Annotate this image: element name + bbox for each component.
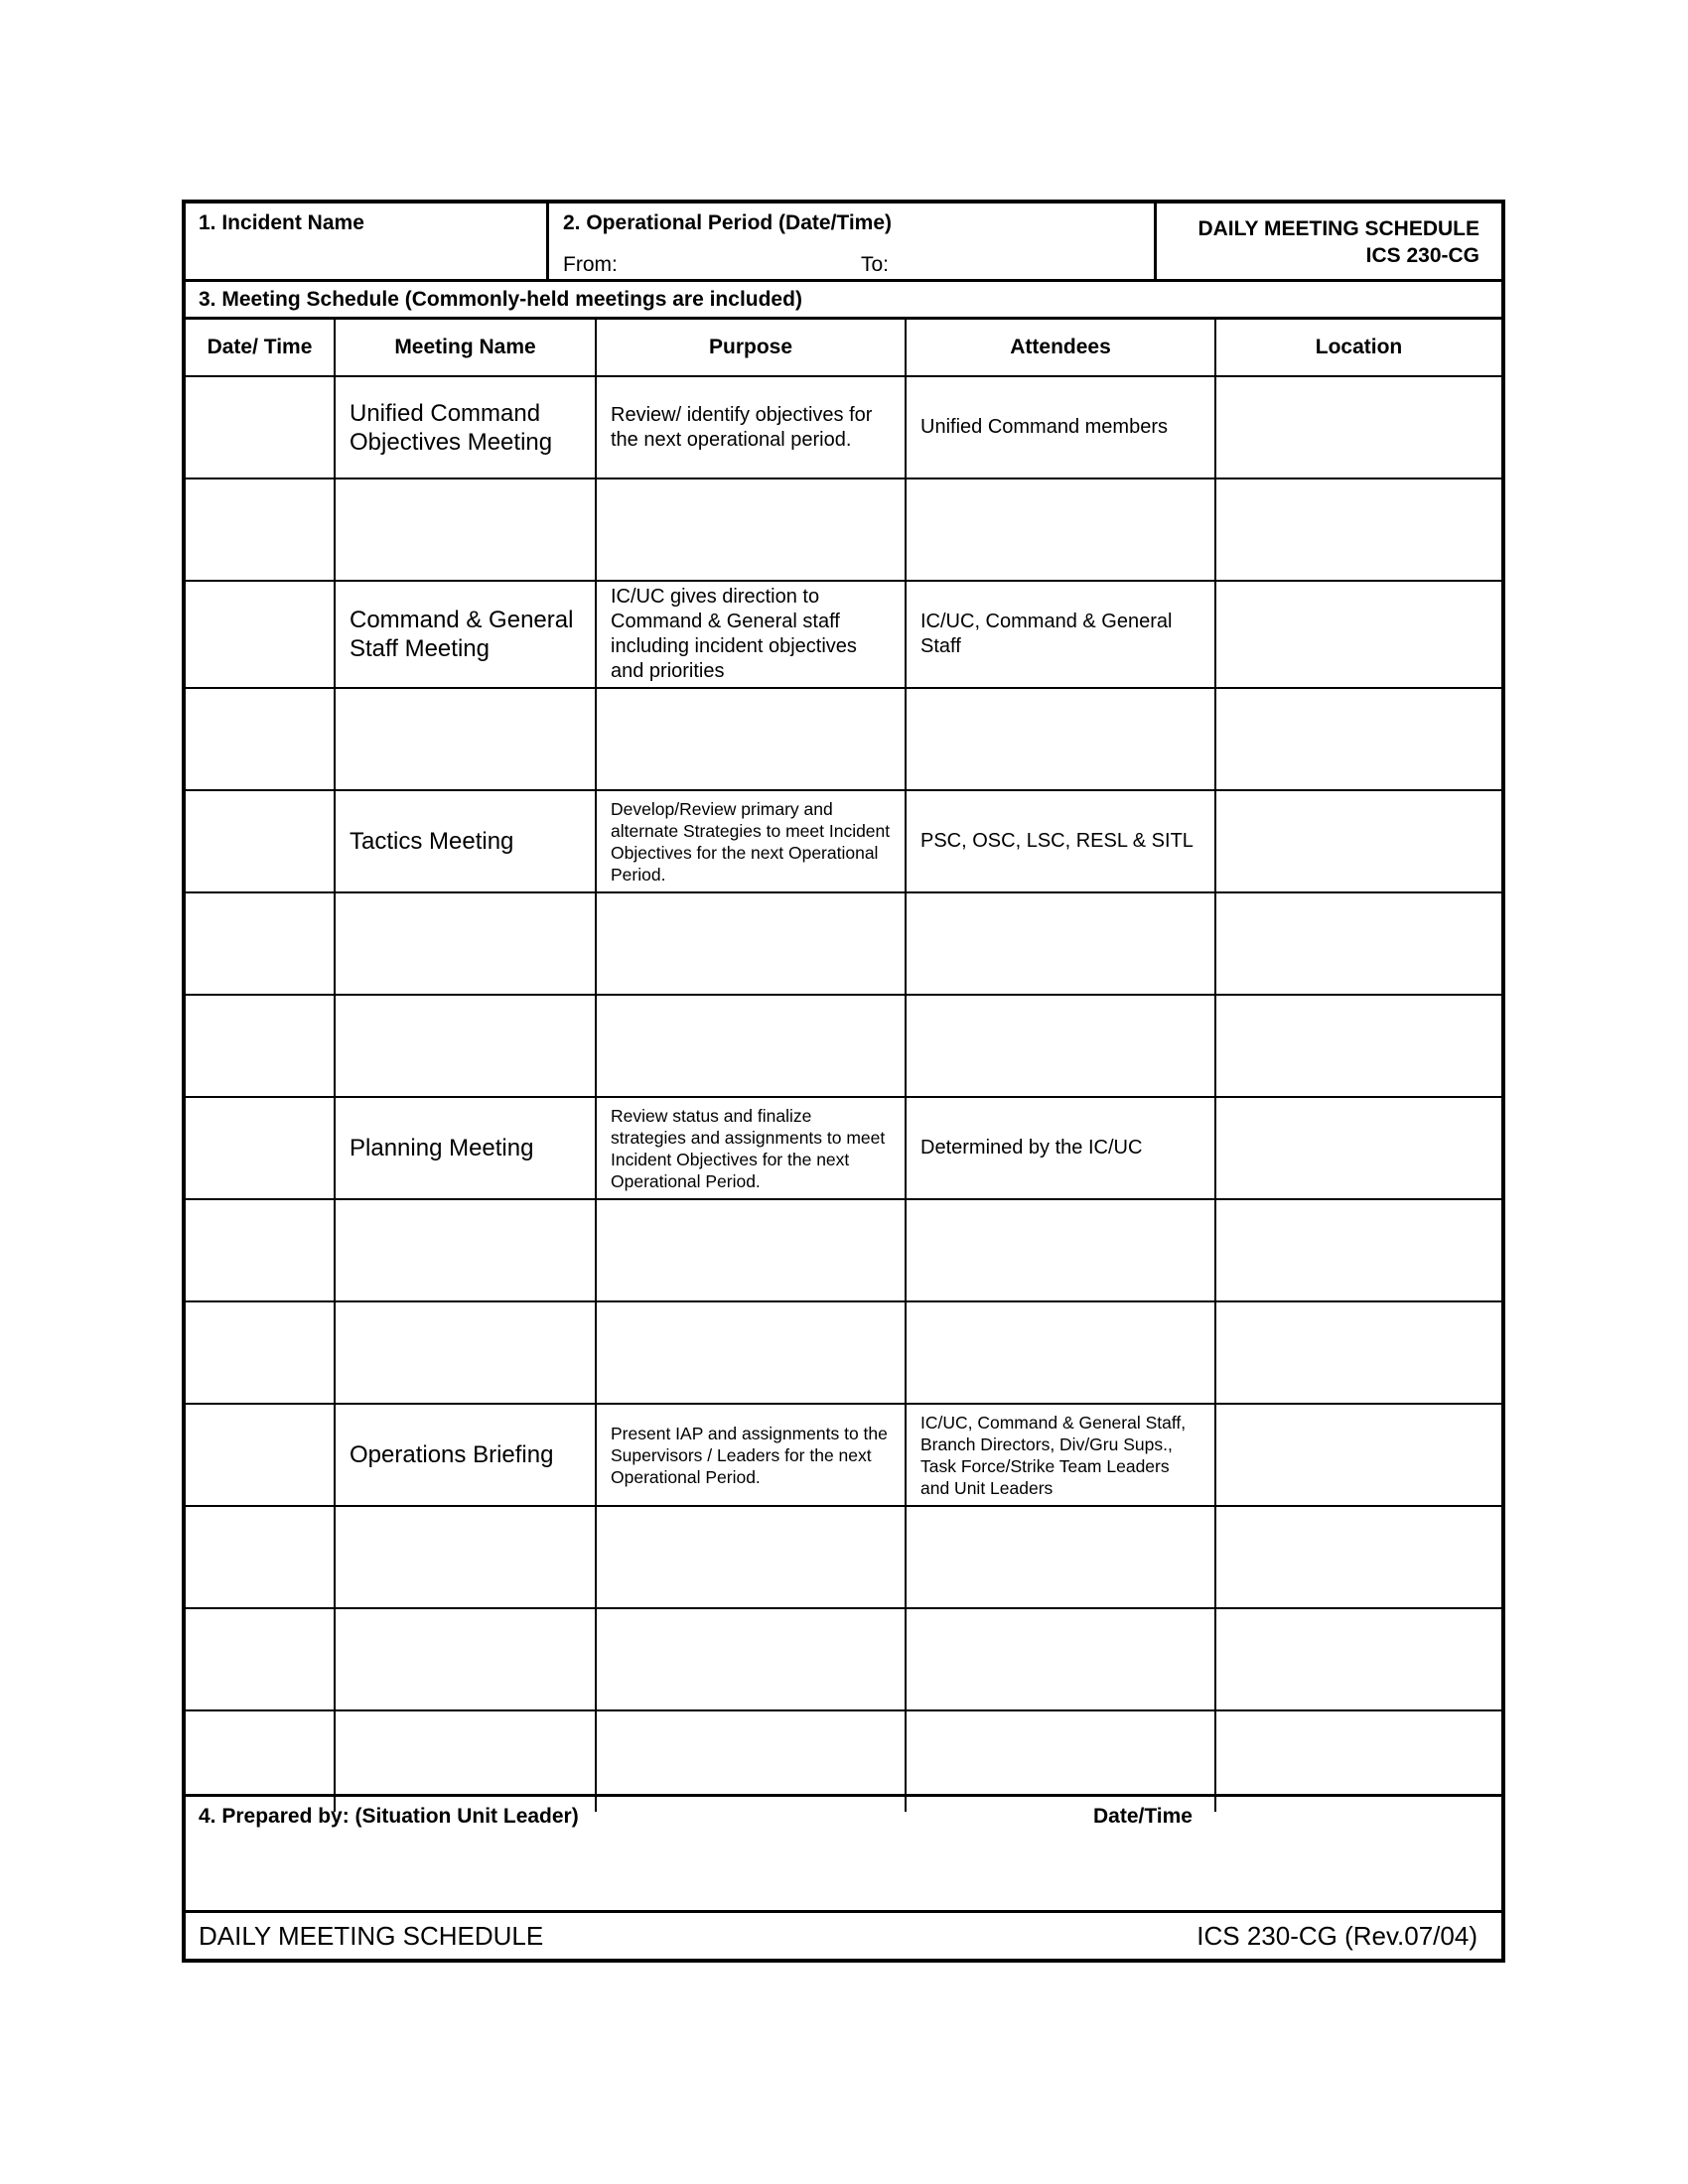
operational-period-label: 2. Operational Period (Date/Time): [563, 211, 893, 234]
purpose-cell[interactable]: [596, 478, 906, 581]
attendees-cell: Unified Command members: [906, 376, 1215, 478]
location-cell[interactable]: [1215, 1301, 1501, 1404]
ics-230-form: [182, 200, 1505, 1963]
divider: [1154, 204, 1157, 281]
table-row: [186, 478, 1501, 581]
date-time-cell[interactable]: [186, 1199, 335, 1301]
footer-title: DAILY MEETING SCHEDULE: [199, 1921, 544, 1951]
attendees-cell[interactable]: [906, 1301, 1215, 1404]
date-time-cell[interactable]: [186, 376, 335, 478]
table-row: [186, 1097, 1501, 1199]
location-cell[interactable]: [1215, 478, 1501, 581]
meeting-name-cell: Command & General Staff Meeting: [335, 581, 596, 688]
date-time-cell[interactable]: [186, 1097, 335, 1199]
col-date-time: Date/ Time: [186, 319, 335, 377]
attendees-cell[interactable]: [906, 478, 1215, 581]
form-title-block: [1197, 215, 1479, 269]
location-cell[interactable]: [1215, 995, 1501, 1097]
table-row: [186, 1301, 1501, 1404]
table-row: [186, 581, 1501, 688]
table-row: [186, 1506, 1501, 1608]
location-cell[interactable]: [1215, 581, 1501, 688]
date-time-cell[interactable]: [186, 581, 335, 688]
purpose-cell: Develop/Review primary and alternate Strategies to meet Incident Objectives for the next Operational Period.: [596, 790, 906, 892]
form-title: DAILY MEETING SCHEDULE: [1197, 217, 1479, 240]
purpose-cell[interactable]: [596, 1506, 906, 1608]
attendees-cell: IC/UC, Command & General Staff, Branch Directors, Div/Gru Sups., Task Force/Strike Team Leaders and Unit Leaders: [906, 1404, 1215, 1506]
meeting-name-cell: Planning Meeting: [335, 1097, 596, 1199]
purpose-cell[interactable]: [596, 892, 906, 995]
divider: [186, 279, 1501, 282]
prepared-by-section: [186, 1794, 1501, 1913]
attendees-cell[interactable]: [906, 892, 1215, 995]
meeting-name-cell[interactable]: [335, 688, 596, 790]
purpose-cell: Present IAP and assignments to the Supervisors / Leaders for the next Operational Period.: [596, 1404, 906, 1506]
meeting-name-cell: Tactics Meeting: [335, 790, 596, 892]
incident-name-field[interactable]: [196, 239, 537, 275]
table-row: [186, 1608, 1501, 1710]
incident-name-label: 1. Incident Name: [199, 211, 364, 234]
meeting-name-cell[interactable]: [335, 1506, 596, 1608]
date-time-cell[interactable]: [186, 1404, 335, 1506]
attendees-cell[interactable]: [906, 1506, 1215, 1608]
meeting-name-cell[interactable]: [335, 995, 596, 1097]
meeting-name-cell[interactable]: [335, 892, 596, 995]
date-time-cell[interactable]: [186, 892, 335, 995]
purpose-cell: Review/ identify objectives for the next operational period.: [596, 376, 906, 478]
table-row: [186, 995, 1501, 1097]
attendees-cell[interactable]: [906, 995, 1215, 1097]
table-header-row: [186, 319, 1501, 377]
divider: [546, 204, 549, 281]
meeting-name-cell[interactable]: [335, 1608, 596, 1710]
prepared-by-field[interactable]: [196, 1837, 1050, 1906]
form-code: ICS 230-CG: [1365, 244, 1479, 267]
purpose-cell[interactable]: [596, 1608, 906, 1710]
date-time-label: Date/Time: [1093, 1805, 1193, 1828]
date-time-cell[interactable]: [186, 1506, 335, 1608]
location-cell[interactable]: [1215, 1608, 1501, 1710]
purpose-cell[interactable]: [596, 1199, 906, 1301]
location-cell[interactable]: [1215, 1097, 1501, 1199]
meeting-name-cell: Operations Briefing: [335, 1404, 596, 1506]
table-row: [186, 1404, 1501, 1506]
attendees-cell[interactable]: [906, 688, 1215, 790]
location-cell[interactable]: [1215, 1506, 1501, 1608]
location-cell[interactable]: [1215, 790, 1501, 892]
date-time-cell[interactable]: [186, 688, 335, 790]
date-time-cell[interactable]: [186, 478, 335, 581]
from-field[interactable]: [623, 247, 821, 277]
prepared-by-label: 4. Prepared by: (Situation Unit Leader): [199, 1805, 579, 1828]
location-cell[interactable]: [1215, 376, 1501, 478]
date-time-cell[interactable]: [186, 1608, 335, 1710]
col-attendees: Attendees: [906, 319, 1215, 377]
meeting-schedule-table: [186, 317, 1501, 1812]
purpose-cell: IC/UC gives direction to Command & General staff including incident objectives and priorities: [596, 581, 906, 688]
col-meeting-name: Meeting Name: [335, 319, 596, 377]
location-cell[interactable]: [1215, 892, 1501, 995]
location-cell[interactable]: [1215, 1404, 1501, 1506]
meeting-name-cell[interactable]: [335, 478, 596, 581]
from-label: From:: [563, 253, 618, 276]
date-time-cell[interactable]: [186, 995, 335, 1097]
col-purpose: Purpose: [596, 319, 906, 377]
location-cell[interactable]: [1215, 1199, 1501, 1301]
purpose-cell[interactable]: [596, 688, 906, 790]
date-time-cell[interactable]: [186, 790, 335, 892]
table-row: [186, 1199, 1501, 1301]
to-label: To:: [861, 253, 890, 276]
attendees-cell: IC/UC, Command & General Staff: [906, 581, 1215, 688]
date-time-cell[interactable]: [186, 1301, 335, 1404]
purpose-cell[interactable]: [596, 995, 906, 1097]
attendees-cell: Determined by the IC/UC: [906, 1097, 1215, 1199]
table-row: [186, 376, 1501, 478]
meeting-name-cell[interactable]: [335, 1301, 596, 1404]
attendees-cell[interactable]: [906, 1199, 1215, 1301]
attendees-cell[interactable]: [906, 1608, 1215, 1710]
form-footer: [186, 1913, 1501, 1959]
table-row: [186, 688, 1501, 790]
meeting-schedule-label: 3. Meeting Schedule (Commonly-held meetings are included): [199, 288, 802, 311]
prepared-date-field[interactable]: [1089, 1837, 1486, 1906]
meeting-name-cell: Unified Command Objectives Meeting: [335, 376, 596, 478]
table-row: [186, 892, 1501, 995]
meeting-name-cell[interactable]: [335, 1199, 596, 1301]
purpose-cell: Review status and finalize strategies and assignments to meet Incident Objectives for the next Operational Period.: [596, 1097, 906, 1199]
purpose-cell[interactable]: [596, 1301, 906, 1404]
to-field[interactable]: [896, 247, 1144, 277]
location-cell[interactable]: [1215, 688, 1501, 790]
attendees-cell: PSC, OSC, LSC, RESL & SITL: [906, 790, 1215, 892]
footer-form-code: ICS 230-CG (Rev.07/04): [1196, 1921, 1477, 1951]
col-location: Location: [1215, 319, 1501, 377]
table-row: [186, 790, 1501, 892]
